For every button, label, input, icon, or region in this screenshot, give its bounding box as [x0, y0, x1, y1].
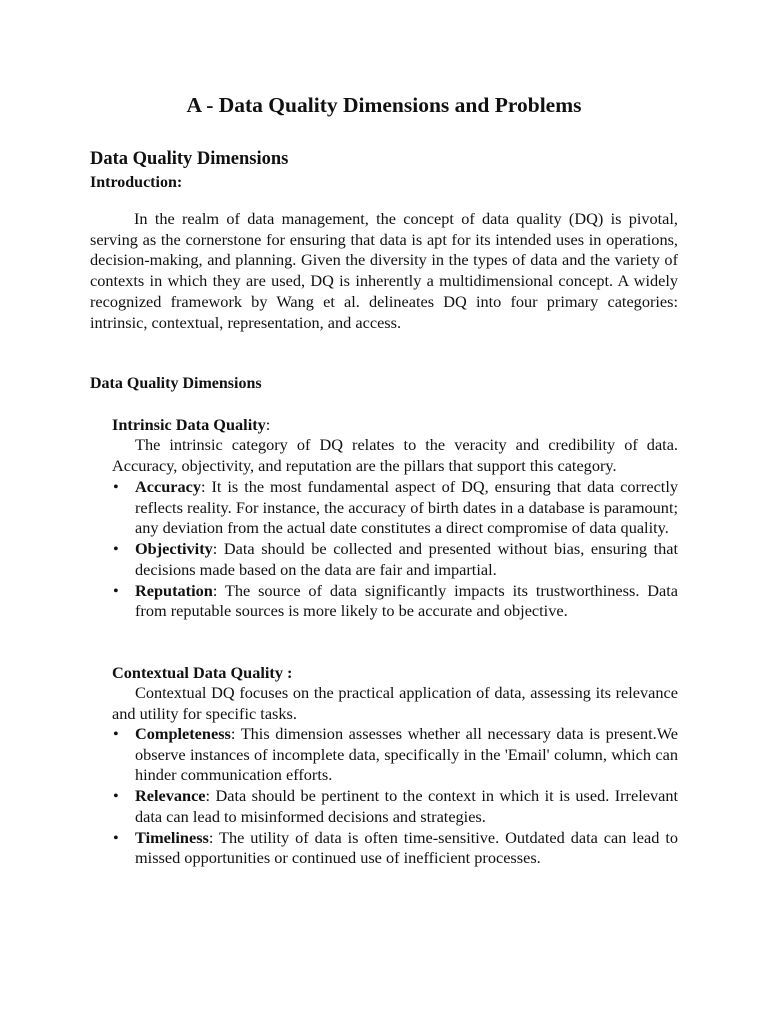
bullet-icon: • — [113, 580, 119, 600]
bullet-text: : This dimension assesses whether all necessary data is present.We observe instances of incomplete data, specifically in the 'Email' column, which can hinder communication efforts. — [135, 724, 678, 785]
list-item — [112, 539, 678, 580]
bullet-icon: • — [113, 786, 119, 806]
intro-heading: Introduction: — [90, 174, 183, 191]
intrinsic-heading-label: Intrinsic Data Quality — [112, 415, 266, 434]
list-item — [112, 786, 678, 827]
page-title: A - Data Quality Dimensions and Problems — [186, 93, 582, 117]
bullet-term: Accuracy — [135, 477, 201, 496]
contextual-paragraph: Contextual DQ focuses on the practical application of data, assessing its relevance and utility for specific tasks. — [112, 683, 678, 723]
intrinsic-bullet-list — [112, 477, 678, 622]
bullet-icon: • — [113, 724, 119, 743]
list-item — [112, 828, 678, 869]
bullet-text: : The utility of data is often time-sensitive. Outdated data can lead to missed opportunities or continued use of inefficient processes. — [135, 827, 678, 868]
list-item — [112, 724, 678, 786]
bullet-term: Completeness — [135, 724, 231, 743]
bullet-text: : Data should be collected and presented without bias, ensuring that decisions made based on the data are fair and impartial. — [135, 539, 678, 579]
dimensions-heading: Data Quality Dimensions — [90, 375, 262, 392]
intrinsic-heading — [112, 414, 270, 435]
bullet-icon: • — [113, 477, 119, 496]
bullet-term: Reputation — [135, 580, 213, 600]
contextual-bullet-list — [112, 724, 678, 869]
bullet-icon: • — [113, 827, 119, 847]
contextual-heading: Contextual Data Quality : — [112, 663, 293, 682]
list-item — [112, 581, 678, 622]
bullet-text: : It is the most fundamental aspect of DQ, ensuring that data correctly reflects reality. For instance, the accuracy of birth dates in a database is paramount; any deviation from the actual date constitutes a direct compromise of data quality. — [135, 477, 678, 538]
bullet-term: Timeliness — [135, 827, 209, 847]
intro-paragraph: In the realm of data management, the concept of data quality (DQ) is pivotal, serving as the cornerstone for ensuring that data is apt for its intended uses in operations, decision-making, and planning. Given the diversity in the types of data and the variety of contexts in which they are used, DQ is inherently a multidimensional concept. A widely recognized framework by Wang et al. delineates DQ into four primary categories: intrinsic, contextual, representation, and access. — [90, 209, 678, 332]
bullet-text: : Data should be pertinent to the context in which it is used. Irrelevant data can lead to misinformed decisions and strategies. — [135, 786, 678, 826]
list-item — [112, 477, 678, 539]
intrinsic-heading-colon: : — [265, 415, 271, 434]
bullet-icon: • — [113, 539, 119, 559]
section-heading: Data Quality Dimensions — [90, 149, 289, 169]
bullet-text: : The source of data significantly impacts its trustworthiness. Data from reputable sources is more likely to be accurate and objective. — [135, 580, 678, 621]
bullet-term: Relevance — [135, 786, 206, 806]
bullet-term: Objectivity — [135, 539, 213, 559]
intrinsic-paragraph: The intrinsic category of DQ relates to the veracity and credibility of data. Accuracy, objectivity, and reputation are the pillars that support this category. — [112, 435, 678, 475]
